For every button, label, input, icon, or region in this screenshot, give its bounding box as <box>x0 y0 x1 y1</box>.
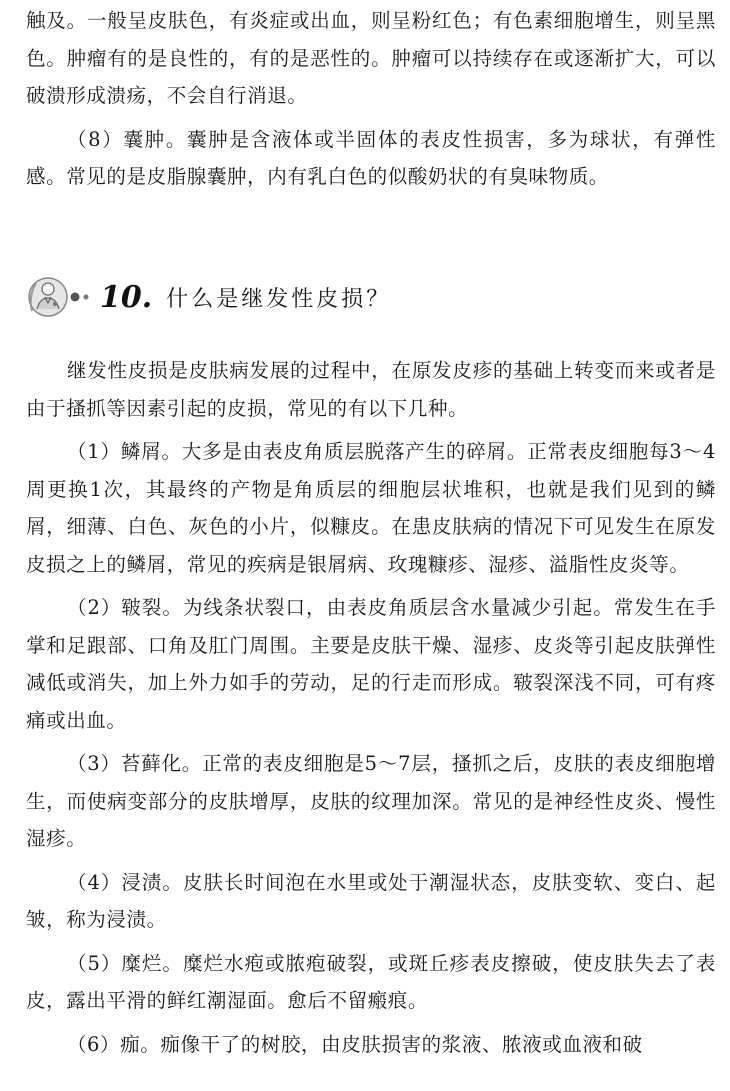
paragraph-scale: （1）鳞屑。大多是由表皮角质层脱落产生的碎屑。正常表皮细胞每3～4周更换1次，其最终的产物是角质层的细胞层状堆积，也就是我们见到的鳞屑，细薄、白色、灰色的小片，似糠皮。在患皮肤病的情况下可见发生在原发皮损之上的鳞屑，常见的疾病是银屑病、玫瑰糠疹、湿疹、溢脂性皮炎等。 <box>26 440 716 576</box>
paragraph-maceration: （4）浸渍。皮肤长时间泡在水里或处于潮湿状态，皮肤变软、变白、起皱，称为浸渍。 <box>26 870 716 931</box>
paragraph-crust: （6）痂。痂像干了的树胶，由皮肤损害的浆液、脓液或血液和破 <box>66 1032 643 1056</box>
section-heading <box>26 267 391 327</box>
paragraph-tumor-continued: 触及。一般呈皮肤色，有炎症或出血，则呈粉红色；有色素细胞增生，则呈黑色。肿瘤有的是良性的，有的是恶性的。肿瘤可以持续存在或逐渐扩大，可以破溃形成溃疡，不会自行消退。 <box>26 9 716 107</box>
body-text-block <box>26 352 716 1063</box>
paragraph-fissure: （2）皲裂。为线条状裂口，由表皮角质层含水量减少引起。常发生在手掌和足跟部、口角及肛门周围。主要是皮肤干燥、湿疹、皮炎等引起皮肤弹性减低或消失，加上外力如手的劳动，足的行走而形成。皲裂深浅不同，可有疼痛或出血。 <box>26 596 716 732</box>
section-title: 什么是继发性皮损？ <box>166 286 392 312</box>
paragraph-intro: 继发性皮损是皮肤病发展的过程中，在原发皮疹的基础上转变而来或者是由于搔抓等因素引起的皮损，常见的有以下几种。 <box>26 359 716 420</box>
doctor-emblem-icon <box>26 267 96 327</box>
paragraph-cyst: （8）囊肿。囊肿是含液体或半固体的表皮性损害，多为球状，有弹性感。常见的是皮脂腺囊肿，内有乳白色的似酸奶状的有臭味物质。 <box>26 127 716 188</box>
top-text-block <box>26 2 716 196</box>
section-number: 10. <box>100 279 153 315</box>
paragraph-lichenification: （3）苔藓化。正常的表皮细胞是5～7层，搔抓之后，皮肤的表皮细胞增生，而使病变部分的皮肤增厚，皮肤的纹理加深。常见的是神经性皮炎、慢性湿疹。 <box>26 752 716 850</box>
paragraph-erosion: （5）糜烂。糜烂水疱或脓疱破裂，或斑丘疹表皮擦破，使皮肤失去了表皮，露出平滑的鲜红潮湿面。愈后不留瘢痕。 <box>26 951 716 1012</box>
